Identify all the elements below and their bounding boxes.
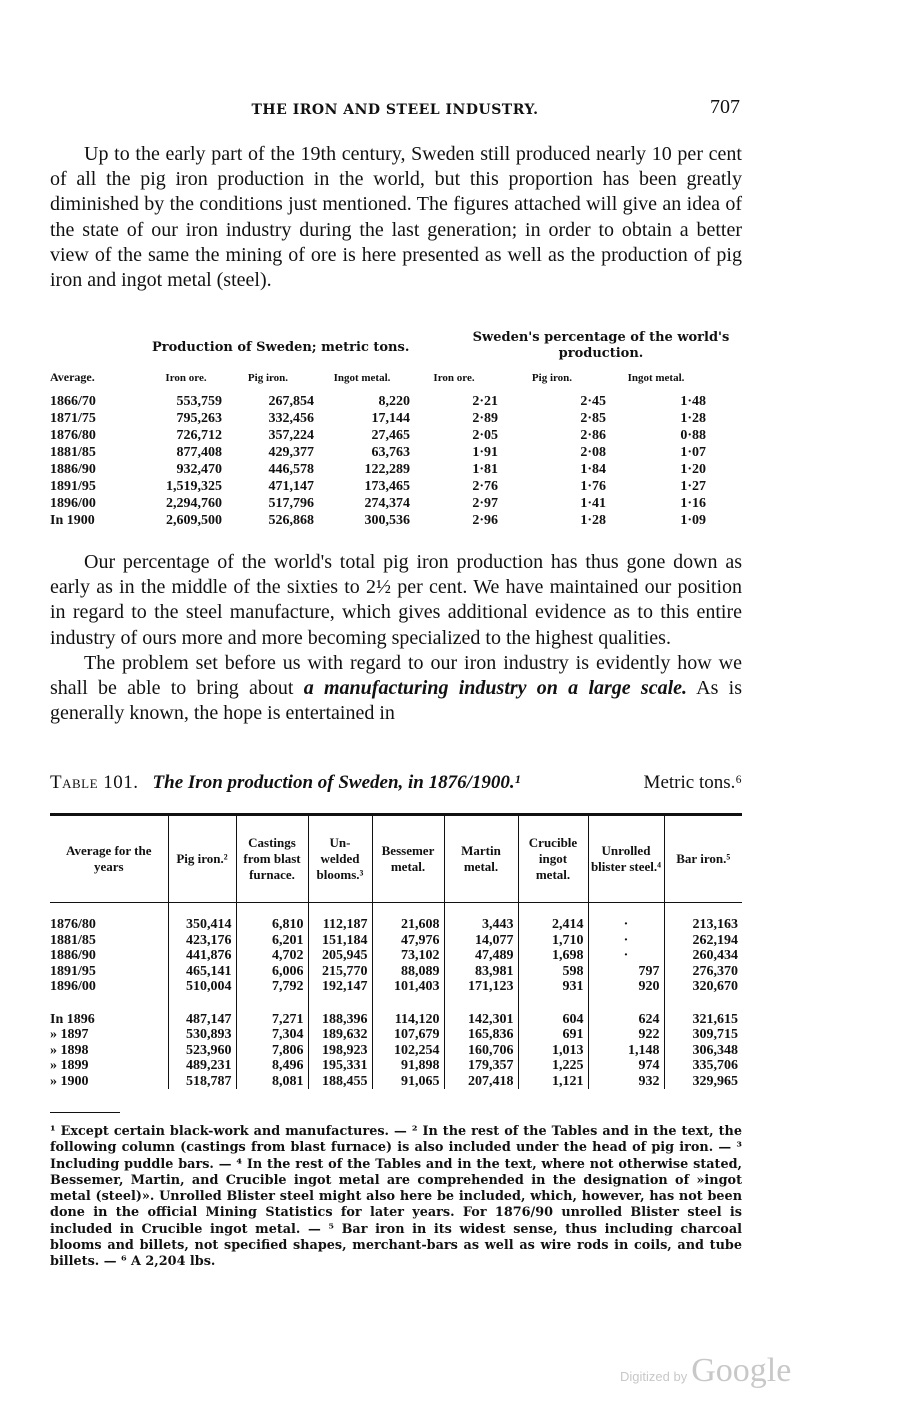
table1-cell: 2·45 (580, 394, 606, 409)
table2-cell: 14,077 (444, 933, 518, 949)
table2-spacer-cell (50, 995, 168, 1012)
table2-spacer-cell (444, 995, 518, 1012)
table2-cell: 205,945 (308, 948, 372, 964)
table1-cell: 1·16 (680, 496, 706, 511)
table2-cell: 441,876 (168, 948, 236, 964)
table2-cell: 47,489 (444, 948, 518, 964)
table1-header: Pig iron. (531, 371, 573, 384)
table1-cell: 2·86 (580, 428, 606, 443)
table1-cell: 1·41 (580, 496, 606, 511)
table1-cell: 1·76 (580, 479, 606, 494)
table1-cell: 2·76 (472, 479, 498, 494)
table2-cell: 309,715 (664, 1027, 742, 1043)
table1-period: In 1900 (50, 513, 95, 528)
table1-row (50, 410, 706, 427)
table2-header: Un-welded blooms.³ (308, 815, 372, 903)
table1-row (50, 393, 706, 410)
table1-cell: 274,374 (364, 496, 410, 511)
table2-cell: 160,706 (444, 1043, 518, 1059)
table1-cell: 932,470 (176, 462, 222, 477)
watermark-brand: Google (691, 1352, 792, 1389)
table2-cell: 260,434 (664, 948, 742, 964)
table1-cell: 1,519,325 (166, 479, 222, 494)
table2-cell: 8,081 (236, 1074, 308, 1090)
table2-cell: 276,370 (664, 964, 742, 980)
table2-cell: 797 (588, 964, 664, 980)
watermark-by: Digitized by (620, 1369, 688, 1384)
table2-cell: · (588, 917, 664, 933)
table2-cell: 107,679 (372, 1027, 444, 1043)
table2-cell: 465,141 (168, 964, 236, 980)
table2-header: Average for the years (50, 815, 168, 903)
table1-period: 1896/00 (50, 496, 96, 511)
table-title: The Iron production of Sweden, in 1876/1900.¹ (152, 772, 521, 793)
table2-cell: 189,632 (308, 1027, 372, 1043)
table2-header: Crucible ingot metal. (518, 815, 588, 903)
table2-cell: 102,254 (372, 1043, 444, 1059)
table2-period: 1896/00 (50, 979, 96, 994)
table2-row (50, 933, 742, 949)
table1-cell: 553,759 (176, 394, 222, 409)
table1-cell: 2,294,760 (166, 496, 222, 511)
table2-cell: 7,792 (236, 979, 308, 995)
table2-cell: 165,836 (444, 1027, 518, 1043)
table1-header: Iron ore. (165, 371, 207, 384)
table1-period: 1891/95 (50, 479, 96, 494)
table2-cell: 91,065 (372, 1074, 444, 1090)
table1-cell: 471,147 (268, 479, 314, 494)
table2-cell: · (588, 948, 664, 964)
table2-spacer-cell (236, 903, 308, 918)
table2-period: In 1896 (50, 1011, 95, 1027)
table1-row (50, 512, 706, 529)
table2-row (50, 1027, 742, 1043)
table2-cell: 6,201 (236, 933, 308, 949)
table1-cell: 300,536 (364, 513, 410, 528)
table2-spacer-cell (372, 903, 444, 918)
table2-cell: 83,981 (444, 964, 518, 980)
problem-paragraph (50, 651, 742, 727)
table2-cell: 192,147 (308, 979, 372, 995)
table1-header: Average. (50, 370, 95, 384)
table2-period: » 1898 (50, 1042, 89, 1058)
table2-header: Pig iron.² (168, 815, 236, 903)
table2-spacer-cell (372, 995, 444, 1012)
production-table (50, 370, 706, 529)
table2-cell: 188,396 (308, 1012, 372, 1028)
table2-cell: 1,148 (588, 1043, 664, 1059)
table2-header: Martin metal. (444, 815, 518, 903)
table2-row (50, 1058, 742, 1074)
footnote-rule (50, 1112, 120, 1113)
table2-cell: · (588, 933, 664, 949)
table2-cell: 8,496 (236, 1058, 308, 1074)
table2-cell: 213,163 (664, 917, 742, 933)
table1-cell: 357,224 (268, 428, 314, 443)
table2-cell: 510,004 (168, 979, 236, 995)
table1-cell: 2·85 (580, 411, 606, 426)
table1-cell: 1·07 (680, 445, 706, 460)
table1-cell: 726,712 (176, 428, 222, 443)
table2-cell: 335,706 (664, 1058, 742, 1074)
table1-cell: 517,796 (268, 496, 314, 511)
table1-cell: 173,465 (364, 479, 410, 494)
table2-cell: 198,923 (308, 1043, 372, 1059)
table2-cell: 207,418 (444, 1074, 518, 1090)
table1-cell: 526,868 (268, 513, 314, 528)
table1-cell: 2·08 (580, 445, 606, 460)
table2-period: 1891/95 (50, 963, 96, 979)
table2-cell: 262,194 (664, 933, 742, 949)
iron-production-table (50, 813, 742, 1089)
table2-spacer-cell (664, 903, 742, 918)
page-number: 707 (710, 96, 740, 118)
table2-cell: 489,231 (168, 1058, 236, 1074)
table2-header: Bessemer metal. (372, 815, 444, 903)
table1-period: 1886/90 (50, 462, 96, 477)
table1-cell: 27,465 (371, 428, 410, 443)
table1-period: 1876/80 (50, 428, 96, 443)
table2-cell: 974 (588, 1058, 664, 1074)
table2-cell: 624 (588, 1012, 664, 1028)
table2-spacer-cell (518, 995, 588, 1012)
table2-header: Unrolled blister steel.⁴ (588, 815, 664, 903)
running-header (50, 96, 740, 124)
table2-period: 1886/90 (50, 948, 96, 963)
table2-cell: 1,013 (518, 1043, 588, 1059)
table2-cell: 21,608 (372, 917, 444, 933)
table1-cell: 122,289 (364, 462, 410, 477)
table2-period: » 1900 (50, 1073, 89, 1089)
table2-period: 1876/80 (50, 917, 96, 932)
intro-paragraph (50, 142, 742, 293)
table1-period: 1881/85 (50, 445, 96, 460)
footnotes: ¹ Except certain black-work and manufactures. — ² In the rest of the Tables and in the text, the following column (castings from blast furnace) is also included under the head of pig iron. — ³ Including puddle bars. — ⁴ In the rest of the Tables and in the text, where not otherwise stated, Bessemer, Martin, and Crucible ingot metal are comprehended in the designation of »ingot metal (steel)». Unrolled Blister steel might also here be included, which, however, has not been done in the official Mining Statistics for later years. For 1876/90 unrolled Blister steel is included in Crucible ingot metal. — ⁵ Bar iron in its widest sense, thus including charcoal blooms and billets, not specified shapes, merchant-bars as well as wire rods in coils, and tube billets. — ⁶ A 2,204 lbs. (50, 1124, 742, 1270)
table1-cell: 429,377 (268, 445, 314, 460)
table2-cell: 1,225 (518, 1058, 588, 1074)
table2-cell: 598 (518, 964, 588, 980)
intro-text: Up to the early part of the 19th century, Sweden still produced nearly 10 per cent of all the pig iron production in the world, but this proportion has been greatly diminished by the conditions just mentioned. The figures attached will give an idea of the state of our iron industry during the last generation; in order to obtain a better view of the same the mining of ore is here presented as well as the production of pig iron and ingot metal (steel). (50, 143, 742, 292)
table-label: Table 101. (50, 772, 139, 793)
table1-row (50, 495, 706, 512)
table2-spacer-cell (444, 903, 518, 918)
table2-cell: 487,147 (168, 1012, 236, 1028)
table1-header: Pig iron. (247, 371, 289, 384)
percentage-paragraph: Our percentage of the world's total pig iron production has thus gone down as early as in the middle of the sixties to 2½ per cent. We have maintained our position in regard to the steel manufacture, which gives additional evidence as to this entire industry of ours more and more becoming specialized to the highest qualities. (50, 551, 742, 649)
production-table-title: Production of Sweden; metric tons. (152, 340, 410, 355)
table2-cell: 530,893 (168, 1027, 236, 1043)
table2-spacer (50, 995, 742, 1012)
table2-cell: 604 (518, 1012, 588, 1028)
table2-cell: 320,670 (664, 979, 742, 995)
table2-cell: 1,121 (518, 1074, 588, 1090)
table1-row (50, 427, 706, 444)
table1-row (50, 478, 706, 495)
table1-cell: 332,456 (268, 411, 314, 426)
table2-row (50, 1012, 742, 1028)
table2-cell: 142,301 (444, 1012, 518, 1028)
table2-cell: 47,976 (372, 933, 444, 949)
table2-spacer-cell (664, 995, 742, 1012)
table1-cell: 0·88 (680, 428, 706, 443)
table1-header: Ingot metal. (333, 371, 391, 384)
table1-header: Iron ore. (433, 371, 475, 384)
table1-cell: 795,263 (176, 411, 222, 426)
table2-cell: 188,455 (308, 1074, 372, 1090)
table2-row (50, 964, 742, 980)
body-paragraphs (50, 550, 742, 726)
table2-period: » 1899 (50, 1058, 89, 1073)
table1-cell: 267,854 (268, 394, 314, 409)
table2-row (50, 1074, 742, 1090)
problem-text-a: The problem set before us with regard to our iron industry is evidently how we shall be able to bring about (50, 651, 742, 700)
table2-cell: 932 (588, 1074, 664, 1090)
table2-cell: 215,770 (308, 964, 372, 980)
table1-period: 1871/75 (50, 411, 96, 426)
table2-cell: 3,443 (444, 917, 518, 933)
table2-cell: 321,615 (664, 1012, 742, 1028)
table2-spacer-cell (588, 995, 664, 1012)
table2-cell: 171,123 (444, 979, 518, 995)
table1-cell: 2·05 (472, 428, 498, 443)
table2-period: 1881/85 (50, 932, 96, 948)
table1-cell: 63,763 (371, 445, 410, 460)
table2-cell: 151,184 (308, 933, 372, 949)
google-watermark (620, 1352, 791, 1390)
table1-cell: 2·96 (472, 513, 498, 528)
table2-cell: 306,348 (664, 1043, 742, 1059)
table1-cell: 1·09 (680, 513, 706, 528)
table2-spacer-cell (168, 995, 236, 1012)
table1-cell: 1·91 (472, 445, 498, 460)
table2-cell: 518,787 (168, 1074, 236, 1090)
table2-spacer-cell (588, 903, 664, 918)
problem-emphasis: a manufacturing industry on a large scale. (303, 677, 688, 700)
table2-cell: 114,120 (372, 1012, 444, 1028)
table2-cell: 920 (588, 979, 664, 995)
table1-cell: 8,220 (378, 394, 410, 409)
running-title: THE IRON AND STEEL INDUSTRY. (251, 102, 539, 118)
table-unit: Metric tons.⁶ (643, 772, 742, 793)
table2-cell: 922 (588, 1027, 664, 1043)
problem-text-b: As is generally known, the hope is entertained in (50, 677, 742, 725)
table1-cell: 2·21 (472, 394, 498, 409)
table2-period: » 1897 (50, 1027, 89, 1042)
table1-cell: 1·20 (680, 462, 706, 477)
table2-cell: 88,089 (372, 964, 444, 980)
table2-spacer-cell (168, 903, 236, 918)
table1-cell: 1·84 (580, 462, 606, 477)
table2-row (50, 979, 742, 995)
table1-cell: 877,408 (176, 445, 222, 460)
table2-cell: 7,271 (236, 1012, 308, 1028)
table2-spacer-cell (308, 995, 372, 1012)
percentage-table-title: Sweden's percentage of the world's production. (472, 330, 730, 361)
table2-cell: 91,898 (372, 1058, 444, 1074)
table2-row (50, 948, 742, 964)
table2-cell: 195,331 (308, 1058, 372, 1074)
table2-spacer (50, 903, 742, 918)
table2-cell: 423,176 (168, 933, 236, 949)
table2-cell: 101,403 (372, 979, 444, 995)
table1-cell: 2·97 (472, 496, 498, 511)
table-caption (50, 772, 742, 794)
table1-cell: 2·89 (472, 411, 498, 426)
table2-spacer-cell (308, 903, 372, 918)
table2-cell: 691 (518, 1027, 588, 1043)
table2-cell: 2,414 (518, 917, 588, 933)
table2-cell: 6,810 (236, 917, 308, 933)
table2-cell: 350,414 (168, 917, 236, 933)
table1-period: 1866/70 (50, 394, 96, 409)
table2-cell: 931 (518, 979, 588, 995)
table2-cell: 6,006 (236, 964, 308, 980)
table2-cell: 179,357 (444, 1058, 518, 1074)
table2-header: Castings from blast furnace. (236, 815, 308, 903)
table1-cell: 1·48 (680, 394, 706, 409)
table2-cell: 329,965 (664, 1074, 742, 1090)
table1-row (50, 444, 706, 461)
table2-spacer-cell (50, 903, 168, 918)
table1-cell: 1·28 (680, 411, 706, 426)
table2-row (50, 1043, 742, 1059)
table1-cell: 1·27 (680, 479, 706, 494)
table2-cell: 523,960 (168, 1043, 236, 1059)
table2-spacer-cell (518, 903, 588, 918)
table2-cell: 4,702 (236, 948, 308, 964)
table2-row (50, 917, 742, 933)
table1-cell: 2,609,500 (166, 513, 222, 528)
table2-header: Bar iron.⁵ (664, 815, 742, 903)
table2-cell: 7,806 (236, 1043, 308, 1059)
table2-cell: 1,710 (518, 933, 588, 949)
table1-cell: 1·28 (580, 513, 606, 528)
table1-cell: 446,578 (268, 462, 314, 477)
table2-cell: 1,698 (518, 948, 588, 964)
table1-header: Ingot metal. (627, 371, 685, 384)
table2-cell: 73,102 (372, 948, 444, 964)
table1-cell: 17,144 (371, 411, 410, 426)
table2-cell: 7,304 (236, 1027, 308, 1043)
table2-spacer-cell (236, 995, 308, 1012)
table2-cell: 112,187 (308, 917, 372, 933)
table1-cell: 1·81 (472, 462, 498, 477)
table1-row (50, 461, 706, 478)
